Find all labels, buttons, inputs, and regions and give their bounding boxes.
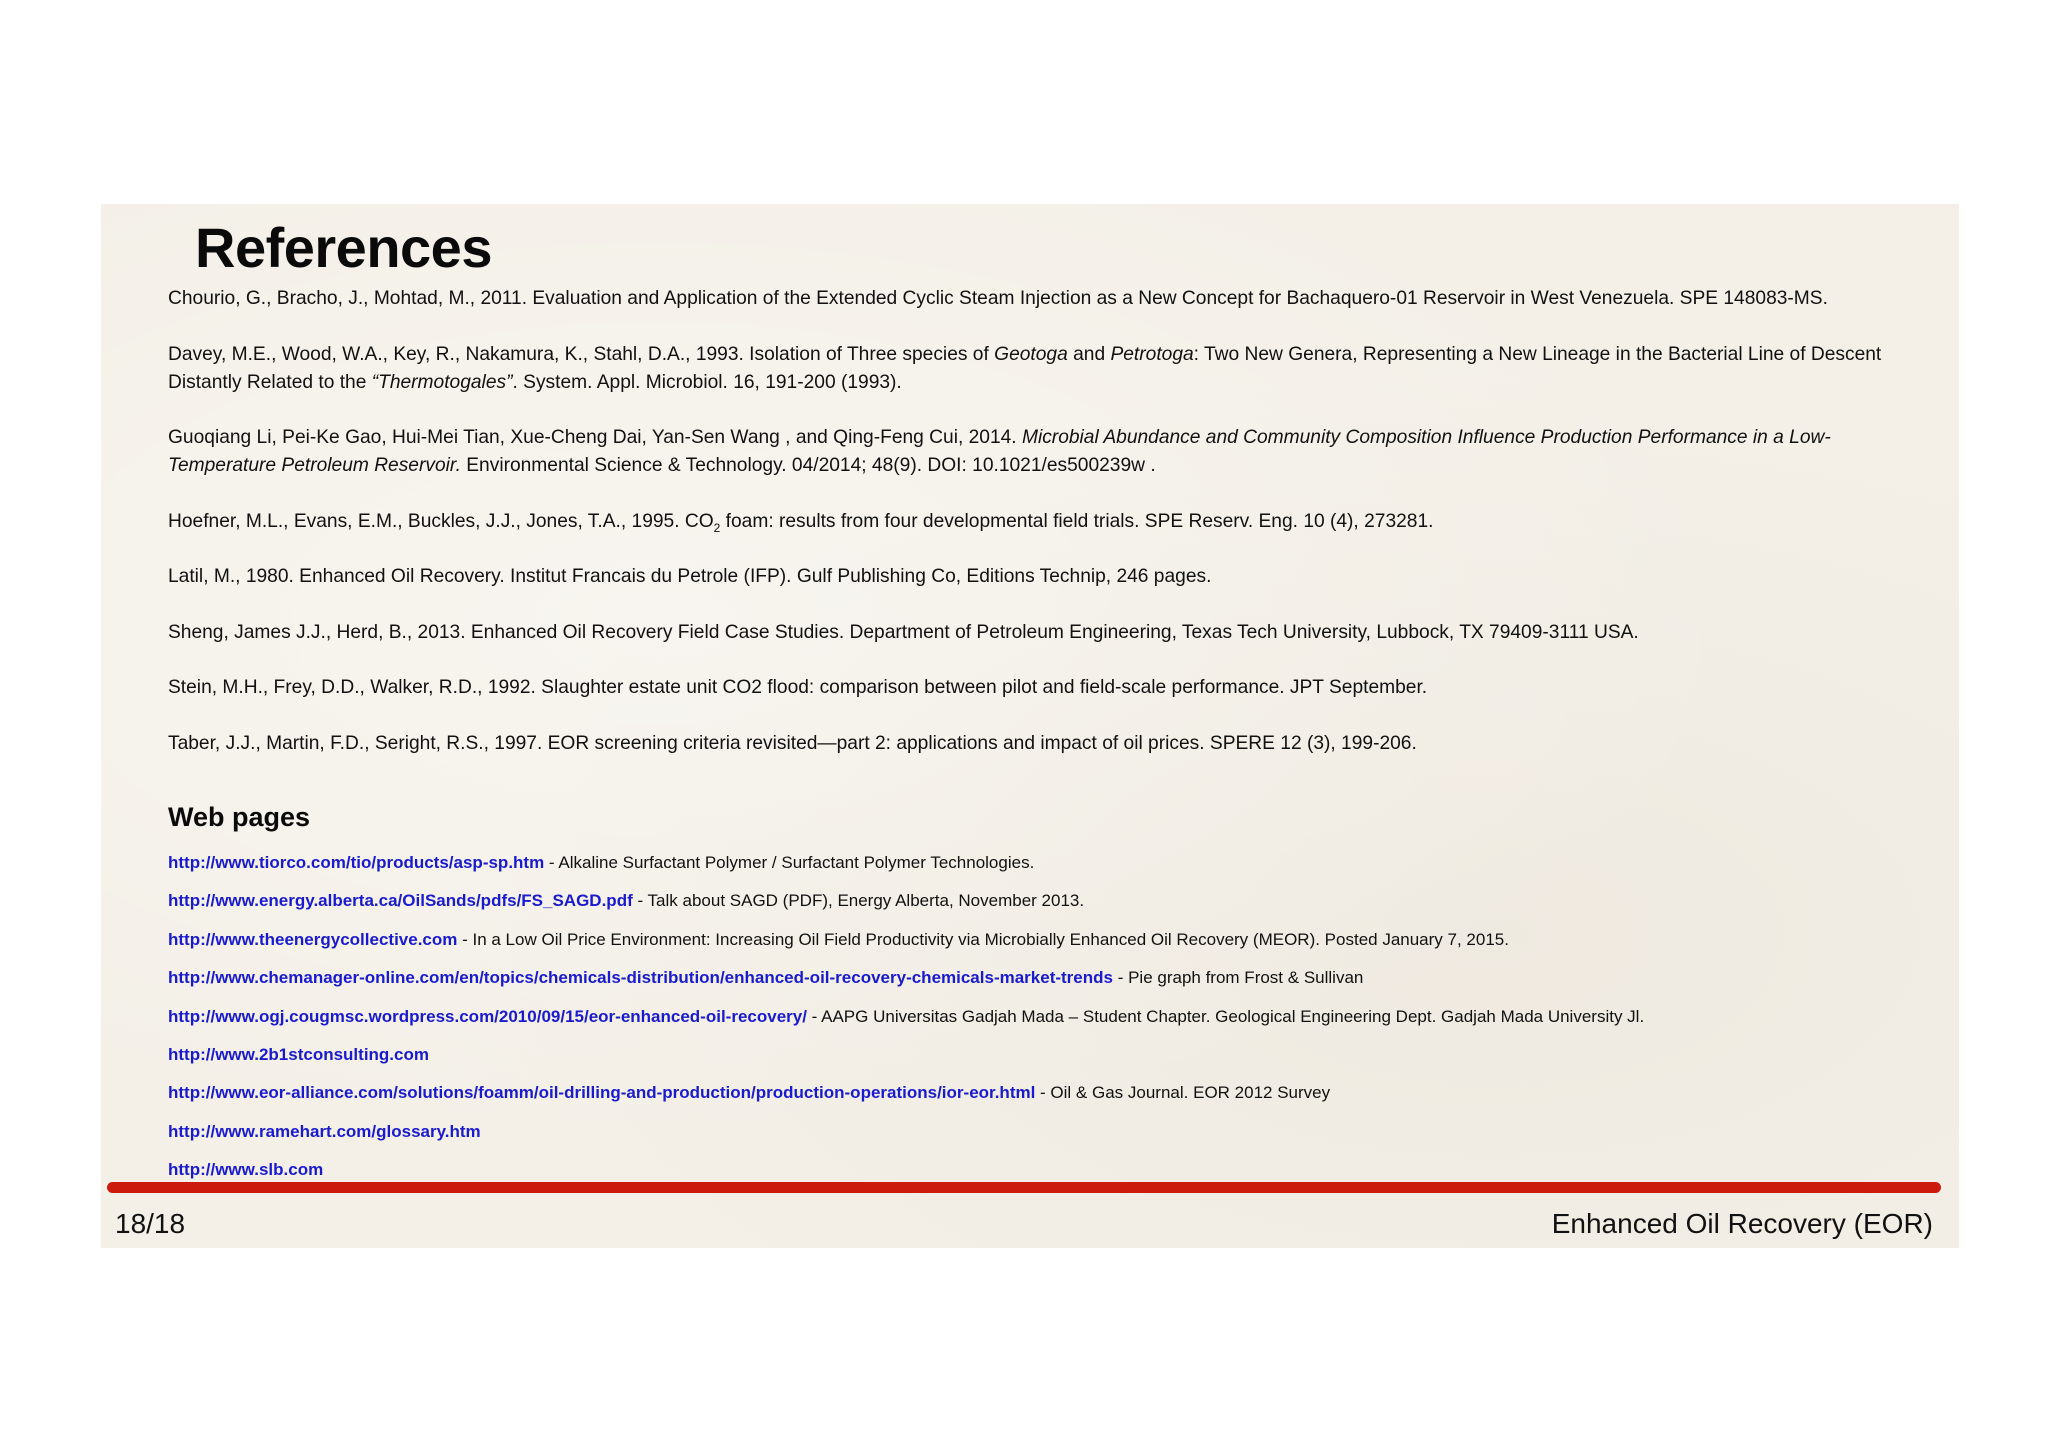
deck-title: Enhanced Oil Recovery (EOR) [1551, 1208, 1933, 1239]
web-link-item [168, 1005, 1948, 1043]
reference-item [168, 619, 1938, 647]
reference-text: Latil, M., 1980. Enhanced Oil Recovery. Institut Francais du Petrole (IFP). Gulf Publishing Co, Editions Technip, 246 pages. [168, 566, 1212, 587]
web-link-description: - Pie graph from Frost & Sullivan [1112, 968, 1364, 988]
web-link-item [168, 1081, 1948, 1119]
web-link-item [168, 1120, 1948, 1158]
web-link[interactable]: http://www.chemanager-online.com/en/topics/chemicals-distribution/enhanced-oil-recovery-chemicals-market-trends [168, 968, 1113, 988]
reference-text: Environmental Science & Technology. 04/2014; 48(9). DOI: 10.1021/es500239w . [460, 455, 1156, 476]
web-link-item [168, 889, 1948, 927]
web-link[interactable]: http://www.ramehart.com/glossary.htm [168, 1121, 481, 1141]
reference-item [168, 285, 1938, 313]
reference-italic: “Thermotogales” [371, 371, 513, 393]
web-link-item [168, 966, 1948, 1004]
subscript: 2 [713, 520, 721, 535]
web-link-list [168, 851, 1948, 1197]
reference-item [168, 508, 1938, 536]
web-link[interactable]: http://www.theenergycollective.com [168, 929, 458, 949]
reference-list [168, 285, 1938, 758]
reference-text: foam: results from four developmental field trials. SPE Reserv. Eng. 10 (4), 273281. [720, 510, 1434, 532]
reference-item [168, 563, 1938, 591]
web-pages-heading: Web pages [168, 802, 311, 832]
reference-italic: Petrotoga [1110, 343, 1194, 365]
reference-text: Chourio, G., Bracho, J., Mohtad, M., 2011. Evaluation and Application of the Extended Cyclic Steam Injection as a New Concept for Bachaquero-01 Reservoir in West Venezuela. SPE 148083-MS. [168, 288, 1828, 309]
reference-item [168, 730, 1938, 758]
reference-item [168, 424, 1938, 480]
web-link[interactable]: http://www.tiorco.com/tio/products/asp-sp.htm [168, 853, 545, 872]
web-link-item [168, 1043, 1948, 1081]
reference-italic: Geotoga [994, 343, 1068, 365]
footer-divider [107, 1182, 1941, 1193]
reference-item [168, 341, 1938, 397]
web-link[interactable]: http://www.slb.com [168, 1160, 324, 1180]
reference-item [168, 674, 1938, 702]
slide [101, 204, 1959, 1248]
reference-text: . System. Appl. Microbiol. 16, 191-200 (1993). [512, 371, 902, 393]
web-link-description: - Oil & Gas Journal. EOR 2012 Survey [1035, 1083, 1331, 1103]
web-link-description: - Talk about SAGD (PDF), Energy Alberta, November 2013. [632, 891, 1085, 911]
reference-italic: Microbial Abundance and Community Composition Influence Production Performance in a Low-Temperature Petroleum Reservoir. [168, 427, 1831, 476]
reference-text: Taber, J.J., Martin, F.D., Seright, R.S., 1997. EOR screening criteria revisited—part 2: applications and impact of oil prices. SPERE 12 (3), 199-206. [168, 732, 1417, 754]
slide-title: References [195, 216, 492, 279]
web-link[interactable]: http://www.energy.alberta.ca/OilSands/pdfs/FS_SAGD.pdf [168, 891, 633, 911]
web-link-item [168, 851, 1948, 889]
web-link-description: - In a Low Oil Price Environment: Increasing Oil Field Productivity via Microbially Enhanced Oil Recovery (MEOR). Posted January 7, 2015. [457, 929, 1509, 949]
reference-text: Davey, M.E., Wood, W.A., Key, R., Nakamura, K., Stahl, D.A., 1993. Isolation of Three species of [168, 343, 995, 365]
reference-text: Stein, M.H., Frey, D.D., Walker, R.D., 1992. Slaughter estate unit CO2 flood: comparison between pilot and field-scale performance. JPT September. [168, 677, 1428, 698]
reference-text: Guoqiang Li, Pei-Ke Gao, Hui-Mei Tian, Xue-Cheng Dai, Yan-Sen Wang , and Qing-Feng Cui, 2014. [168, 427, 1022, 448]
reference-text: Sheng, James J.J., Herd, B., 2013. Enhanced Oil Recovery Field Case Studies. Department of Petroleum Engineering, Texas Tech University, Lubbock, TX 79409-3111 USA. [168, 621, 1639, 643]
reference-text: Hoefner, M.L., Evans, E.M., Buckles, J.J., Jones, T.A., 1995. CO [168, 510, 714, 532]
web-link[interactable]: http://www.ogj.cougmsc.wordpress.com/2010/09/15/eor-enhanced-oil-recovery/ [168, 1006, 807, 1026]
web-link-description: - Alkaline Surfactant Polymer / Surfactant Polymer Technologies. [544, 853, 1035, 872]
web-link-item [168, 928, 1948, 966]
reference-text: : Two New Genera, Representing a New Lineage in the Bacterial Line of Descent Distantly Related to the [168, 343, 1882, 393]
web-link[interactable]: http://www.2b1stconsulting.com [168, 1044, 429, 1064]
page-number: 18/18 [115, 1208, 186, 1239]
reference-text: and [1067, 343, 1111, 365]
web-link-description: - AAPG Universitas Gadjah Mada – Student Chapter. Geological Engineering Dept. Gadjah Mada University Jl. [806, 1006, 1645, 1026]
web-link[interactable]: http://www.eor-alliance.com/solutions/foamm/oil-drilling-and-production/production-operations/ior-eor.html [168, 1083, 1036, 1103]
